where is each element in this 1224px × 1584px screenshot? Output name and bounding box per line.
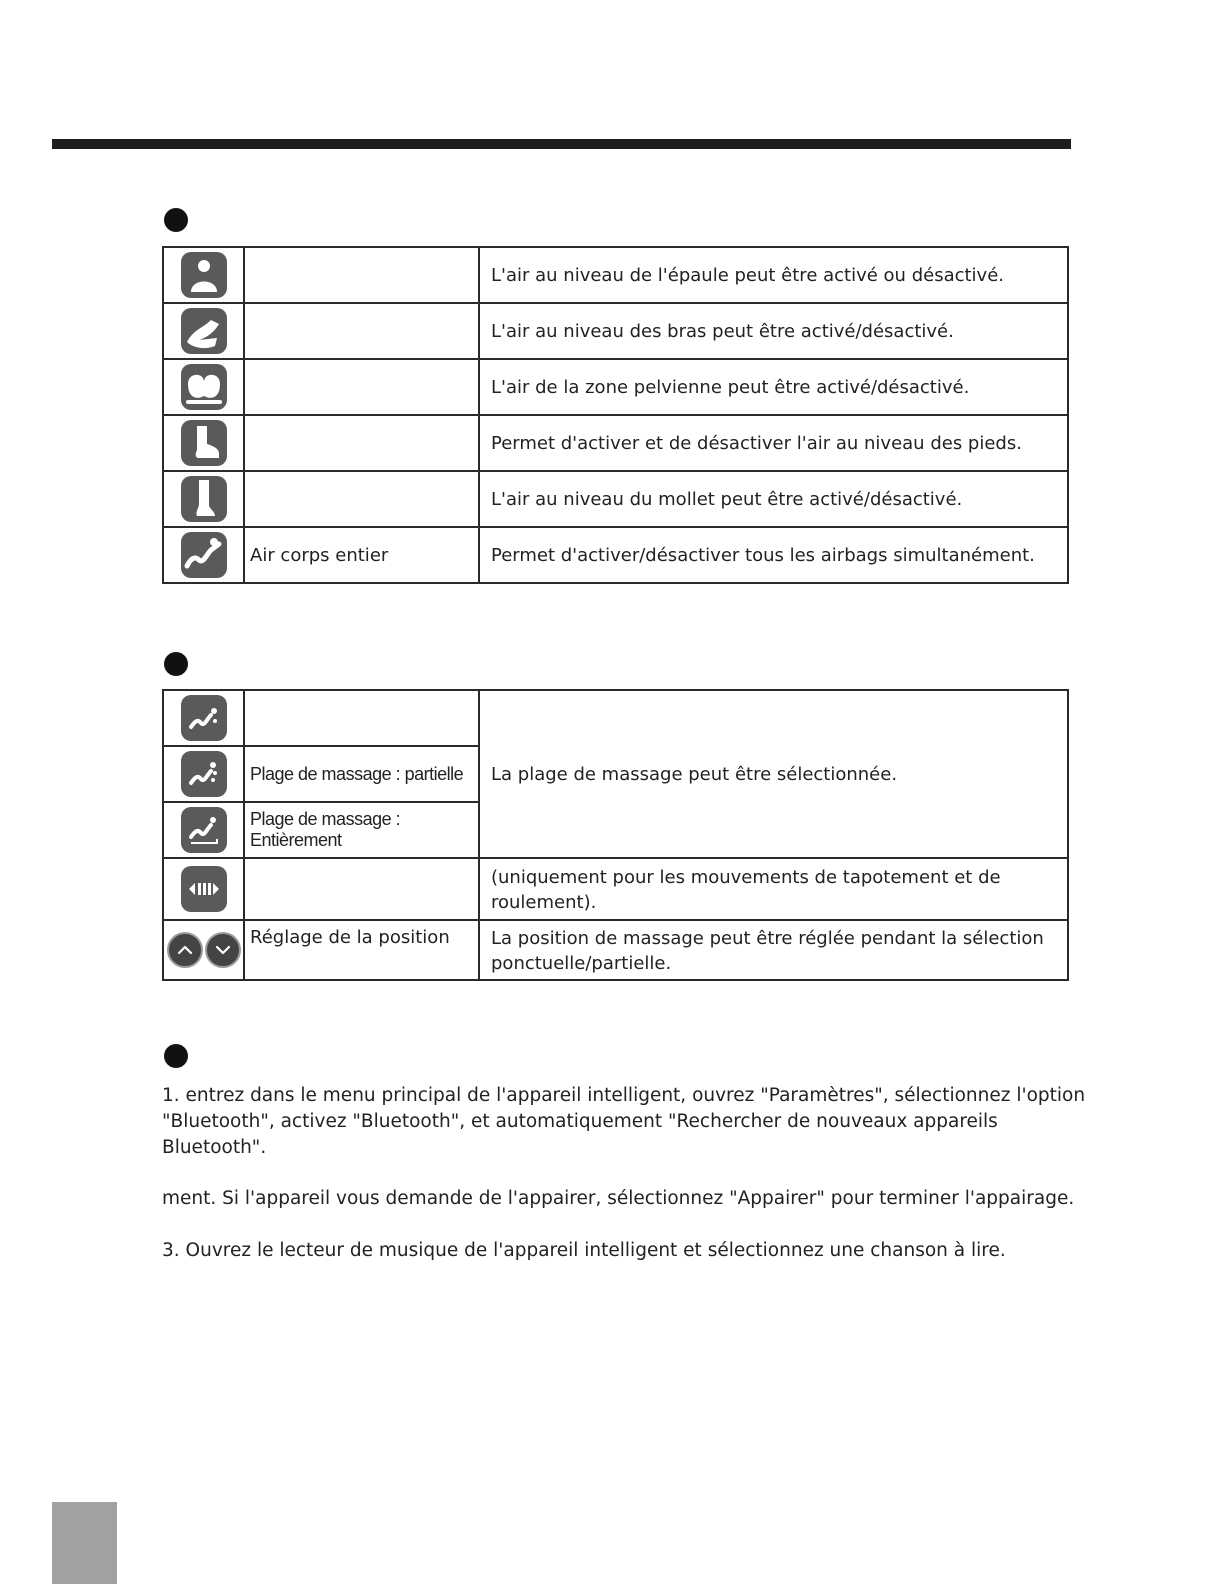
shoulder-airbag-icon[interactable] [181, 252, 227, 298]
top-rule [52, 139, 1071, 149]
airbag-table [162, 246, 1069, 584]
bluetooth-step-1: 1. entrez dans le menu principal de l'appareil intelligent, ouvrez "Paramètres", sélectionnez l'option "Bluetooth", activez "Bluetooth", et automatiquement "Rechercher de nouveaux appareils Bluetooth". [162, 1085, 1086, 1158]
full-body-airbag-icon[interactable] [181, 532, 227, 578]
row-description: Permet d'activer/désactiver tous les airbags simultanément. [479, 527, 1068, 583]
row-description: (uniquement pour les mouvements de tapotement et de roulement). [479, 858, 1068, 920]
range-description: La plage de massage peut être sélectionnée. [479, 690, 1068, 858]
range-table [162, 689, 1069, 981]
table-row [163, 303, 1068, 359]
row-name: Réglage de la position [244, 920, 479, 980]
calf-airbag-icon[interactable] [181, 476, 227, 522]
table-row [163, 359, 1068, 415]
table-row [163, 690, 1068, 746]
row-description: L'air au niveau de l'épaule peut être activé ou désactivé. [479, 247, 1068, 303]
row-description: L'air de la zone pelvienne peut être activé/désactivé. [479, 359, 1068, 415]
table-row [163, 920, 1068, 980]
row-description: La position de massage peut être réglée pendant la sélection ponctuelle/partielle. [479, 920, 1068, 980]
table-row [163, 415, 1068, 471]
row-name: Plage de massage : Entièrement [244, 802, 479, 858]
full-massage-icon[interactable] [181, 807, 227, 853]
bluetooth-step-3: 3. Ouvrez le lecteur de musique de l'appareil intelligent et sélectionnez une chanson à lire. [162, 1240, 1006, 1261]
section-bullet [164, 652, 188, 676]
width-adjust-icon[interactable] [181, 866, 227, 912]
down-arrow-icon[interactable] [205, 932, 241, 968]
table-row [163, 247, 1068, 303]
row-name [244, 303, 479, 359]
row-description: L'air au niveau des bras peut être activé/désactivé. [479, 303, 1068, 359]
table-row [163, 858, 1068, 920]
row-name [244, 415, 479, 471]
section-bullet [164, 208, 188, 232]
foot-airbag-icon[interactable] [181, 420, 227, 466]
row-name [244, 359, 479, 415]
row-description: L'air au niveau du mollet peut être activé/désactivé. [479, 471, 1068, 527]
spot-massage-icon[interactable] [181, 695, 227, 741]
bluetooth-step-2: ment. Si l'appareil vous demande de l'appairer, sélectionnez "Appairer" pour terminer l'appairage. [162, 1188, 1075, 1209]
row-name [244, 471, 479, 527]
partial-massage-icon[interactable] [181, 751, 227, 797]
row-description: Permet d'activer et de désactiver l'air au niveau des pieds. [479, 415, 1068, 471]
arm-airbag-icon[interactable] [181, 308, 227, 354]
row-name: Air corps entier [244, 527, 479, 583]
row-name [244, 690, 479, 746]
row-name: Plage de massage : partielle [244, 746, 479, 802]
row-name [244, 247, 479, 303]
seat-airbag-icon[interactable] [181, 364, 227, 410]
page-number-tab [52, 1502, 117, 1584]
up-arrow-icon[interactable] [167, 932, 203, 968]
section-bullet [164, 1044, 188, 1068]
row-name [244, 858, 479, 920]
table-row [163, 471, 1068, 527]
table-row [163, 527, 1068, 583]
